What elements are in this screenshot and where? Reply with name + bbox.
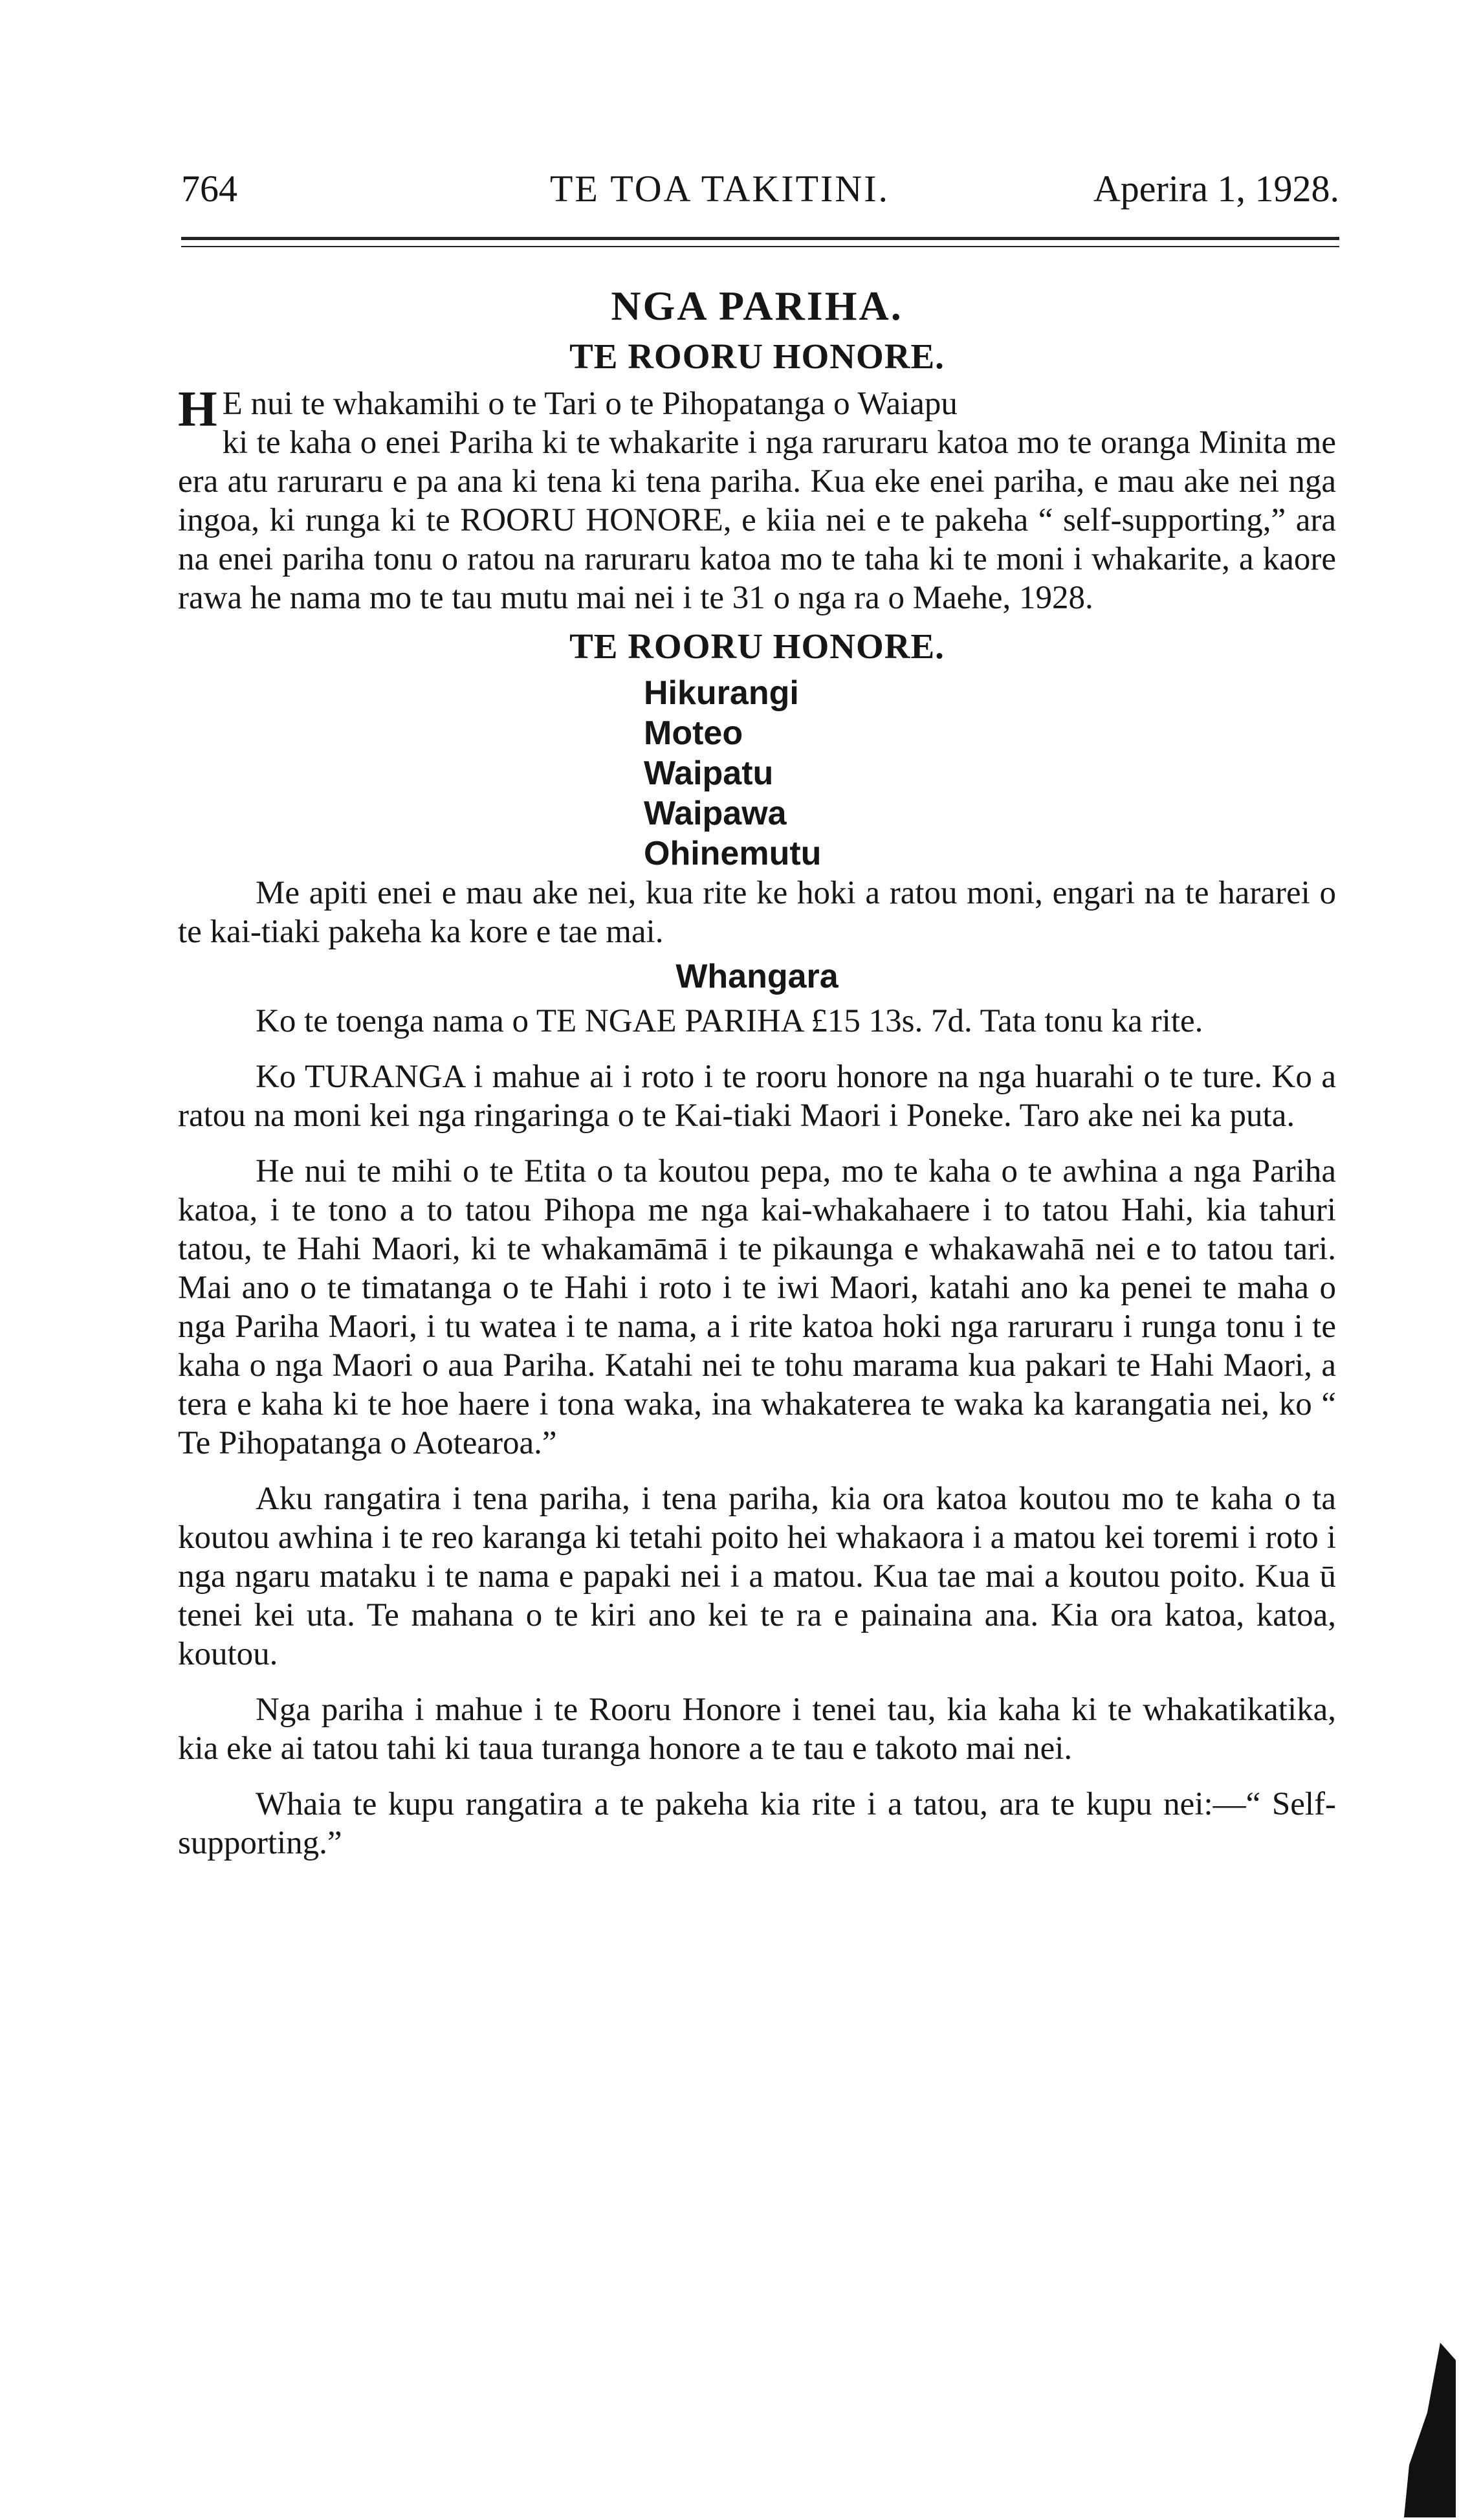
drop-cap: H (178, 381, 217, 437)
list-item: Ohinemutu (644, 835, 822, 872)
honour-roll-heading: TE ROORU HONORE. (569, 626, 945, 666)
paragraph-turanga: Ko TURANGA i mahue ai i roto i te rooru honore na nga huarahi o te ture. Ko a ratou na moni kei nga ringaringa o te Kai-tiaki Maori i Poneke. Taro ake nei ka puta. (178, 1059, 1336, 1134)
article-title: NGA PARIHA. (611, 283, 903, 329)
article-subtitle: TE ROORU HONORE. (569, 337, 945, 376)
extra-parish: Whangara (675, 958, 839, 995)
header-rule-thin (181, 246, 1339, 247)
parish-list (644, 673, 1336, 874)
intro-paragraph (178, 381, 1336, 617)
paragraph-aku: Aku rangatira i tena pariha, i tena pariha, kia ora katoa koutou mo te kaha o ta koutou awhina i te reo karanga ki tetahi poito hei whakaora i a matou kei toremi i roto i nga ngaru mataku i te nama e papaki nei i a matou. Kua tae mai a koutou poito. Kua ū tenei kei uta. Te mahana o te kiri ano kei te ra e painaina ana. Kia ora katoa, katoa, koutou. (178, 1481, 1336, 1672)
intro-rest: ki te kaha o enei Pariha ki te whakarite i nga raruraru katoa mo te oranga Minita me era atu raruraru e pa ana ki tena ki tena pariha. Kua eke enei pariha, e mau ake nei nga ingoa, ki runga ki te ROORU HONORE, e kiia nei e te pakeha “ self-supporting,” ara na enei pariha tonu o ratou na raruraru katoa mo te taha ki te moni i whakarite, a kaore rawa he nama mo te tau mutu mai nei i te 31 o nga ra o Maehe, 1928. (178, 425, 1336, 616)
paragraph-nga: Nga pariha i mahue i te Rooru Honore i tenei tau, kia kaha ki te whakatikatika, kia eke ai tatou tahi ki taua turanga honore a te tau e takoto mai nei. (178, 1692, 1336, 1767)
article-body (178, 278, 1336, 1862)
paragraph-toenga: Ko te toenga nama o TE NGAE PARIHA £15 13s. 7d. Tata tonu ka rite. (256, 1003, 1203, 1039)
page-header (181, 167, 1339, 225)
list-item: Moteo (644, 714, 743, 752)
list-item: Hikurangi (644, 674, 799, 712)
scan-ink-blot (1404, 2343, 1456, 2517)
issue-date: Aperira 1, 1928. (1093, 168, 1339, 210)
intro-first-line: E nui te whakamihi o te Tari o te Pihopatanga o Waiapu (222, 386, 958, 422)
page-number: 764 (181, 168, 237, 210)
list-item: Waipatu (644, 755, 774, 792)
paragraph-whaia: Whaia te kupu rangatira a te pakeha kia rite i a tatou, ara te kupu nei:—“ Self-supporting.” (178, 1786, 1336, 1861)
running-title: TE TOA TAKITINI. (550, 168, 890, 210)
header-rule-thick (181, 237, 1339, 240)
paragraph-apiti: Me apiti enei e mau ake nei, kua rite ke hoki a ratou moni, engari na te hararei o te kai-tiaki pakeha ka kore e tae mai. (178, 875, 1336, 950)
list-item: Waipawa (644, 795, 787, 832)
paragraph-mihi: He nui te mihi o te Etita o ta koutou pepa, mo te kaha o te awhina a nga Pariha katoa, i te tono a to tatou Pihopa me nga kai-whakahaere i to tatou Hahi, kia tahuri tatou, te Hahi Maori, ki te whakamāmā i te pikaunga e whakawahā nei e to tatou tari. Mai ano o te timatanga o te Hahi i roto i te iwi Maori, katahi ano ka penei te maha o nga Pariha Maori, i tu watea i te nama, a i rite katoa hoki nga raruraru i runga tonu i te kaha o nga Maori o aua Pariha. Katahi nei te tohu marama kua pakari te Hahi Maori, a tera e kaha ki te hoe haere i tona waka, ina whakaterea te waka ka karangatia nei, ko “ Te Pihopatanga o Aotearoa.” (178, 1153, 1336, 1461)
